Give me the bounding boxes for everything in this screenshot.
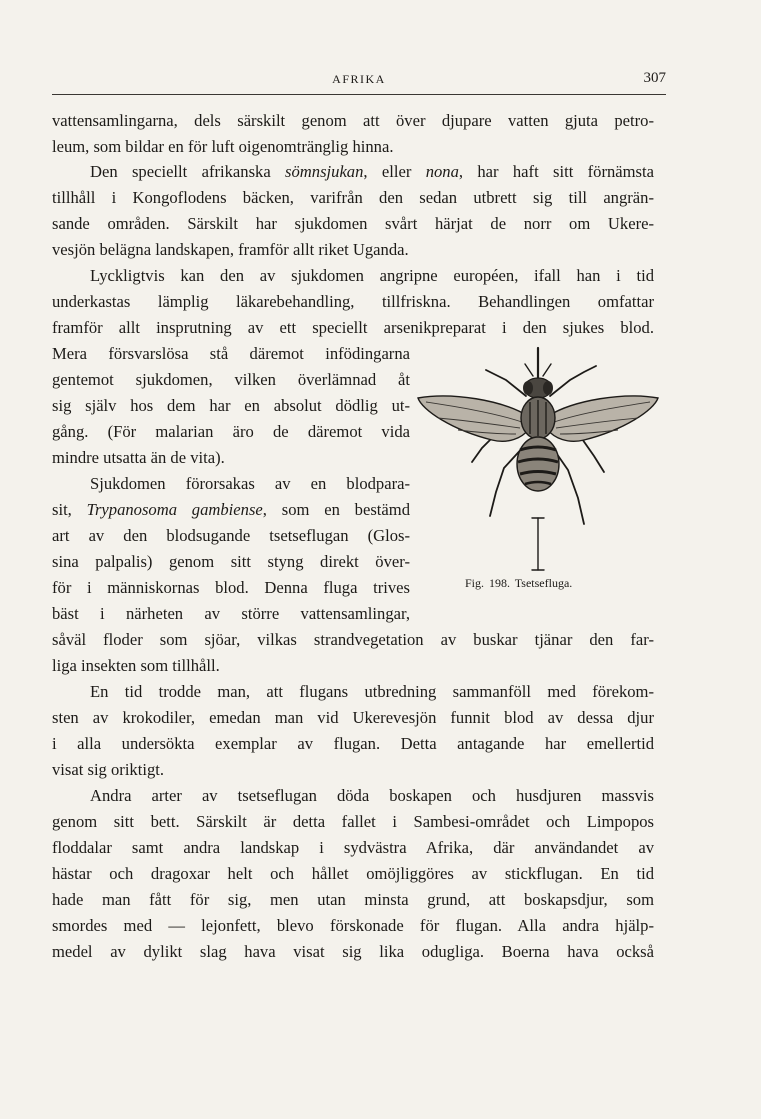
tsetse-fly-figure: [412, 340, 664, 580]
text-fragment: , eller: [363, 162, 426, 181]
text-fragment: Den speciellt afrikanska: [90, 162, 286, 181]
tsetse-fly-icon: [412, 340, 664, 576]
text-line: liga insekten som tillhåll.: [52, 656, 220, 675]
text-line: visat sig oriktigt.: [52, 760, 165, 779]
italic-term: nona: [425, 162, 459, 181]
text-line: [52, 497, 410, 523]
running-title: AFRIKA: [332, 72, 386, 86]
text-line: [52, 159, 654, 185]
text-line: art av den blodsugande tsetseflugan (Glos-: [52, 526, 410, 545]
text-line: medel av dylikt slag hava visat sig lika odugliga. Boerna hava också: [52, 942, 654, 961]
text-line: smordes med — lejonfett, blevo förskonade för flugan. Alla andra hjälp-: [52, 916, 654, 935]
text-fragment: , som en bestämd: [262, 500, 410, 519]
text-line: hästar och dragoxar helt och hållet omöjliggöres av stickflugan. En tid: [52, 864, 654, 883]
text-line: Andra arter av tsetseflugan döda boskapen och husdjuren massvis: [90, 786, 654, 805]
figure-caption: Fig. 198. Tsetsefluga.: [465, 576, 573, 590]
text-line: floddalar samt andra landskap i sydvästra Afrika, där användandet av: [52, 838, 654, 857]
text-line: framför allt insprutning av ett speciellt arsenikpreparat i den sjukes blod.: [52, 318, 654, 337]
text-line: Sjukdomen förorsakas av en blodpara-: [90, 474, 410, 493]
text-line: gång. (För malarian äro de däremot vida: [52, 422, 410, 441]
text-line: underkastas lämplig läkarebehandling, tillfriskna. Behandlingen omfattar: [52, 292, 654, 311]
text-line: sina palpalis) genom sitt styng direkt över-: [52, 552, 410, 571]
text-line: vattensamlingarna, dels särskilt genom att över djupare vatten gjuta petro-: [52, 111, 654, 130]
text-line: leum, som bildar en för luft oigenomtränglig hinna.: [52, 137, 394, 156]
italic-term: sömnsjukan: [285, 162, 364, 181]
text-line: Lyckligtvis kan den av sjukdomen angripne européen, ifall han i tid: [90, 266, 654, 285]
text-line: Mera försvarslösa stå däremot infödingarna: [52, 344, 410, 363]
text-line: En tid trodde man, att flugans utbredning sammanföll med förekom-: [90, 682, 654, 701]
text-line: gentemot sjukdomen, vilken överlämnad åt: [52, 370, 410, 389]
page-header: [52, 70, 666, 95]
text-line: sig själv hos dem har en absolut dödlig ut-: [52, 396, 410, 415]
text-line: sten av krokodiler, emedan man vid Ukerevesjön funnit blod av dessa djur: [52, 708, 654, 727]
text-line: hade man fått för sig, men utan minsta grund, att boskapsdjur, som: [52, 890, 654, 909]
text-line: i alla undersökta exemplar av flugan. Detta antagande har emellertid: [52, 734, 654, 753]
text-fragment: sit,: [52, 500, 87, 519]
italic-term: Trypanosoma gambiense: [86, 500, 263, 519]
text-line: bäst i närheten av större vattensamlingar,: [52, 604, 410, 623]
text-line: sande områden. Särskilt har sjukdomen svårt härjat de norr om Ukere-: [52, 214, 654, 233]
text-line: genom sitt bett. Särskilt är detta fallet i Sambesi-området och Limpopos: [52, 812, 654, 831]
text-line: vesjön belägna landskapen, framför allt riket Uganda.: [52, 240, 409, 259]
text-line: mindre utsatta än de vita).: [52, 448, 225, 467]
page-number: 307: [643, 70, 666, 86]
text-fragment: , har haft sitt förnämsta: [458, 162, 654, 181]
text-line: tillhåll i Kongoflodens bäcken, varifrån den sedan utbrett sig till angrän-: [52, 188, 654, 207]
text-line: såväl floder som sjöar, vilkas strandvegetation av buskar tjänar den far-: [52, 630, 654, 649]
text-line: för i människornas blod. Denna fluga trives: [52, 578, 410, 597]
